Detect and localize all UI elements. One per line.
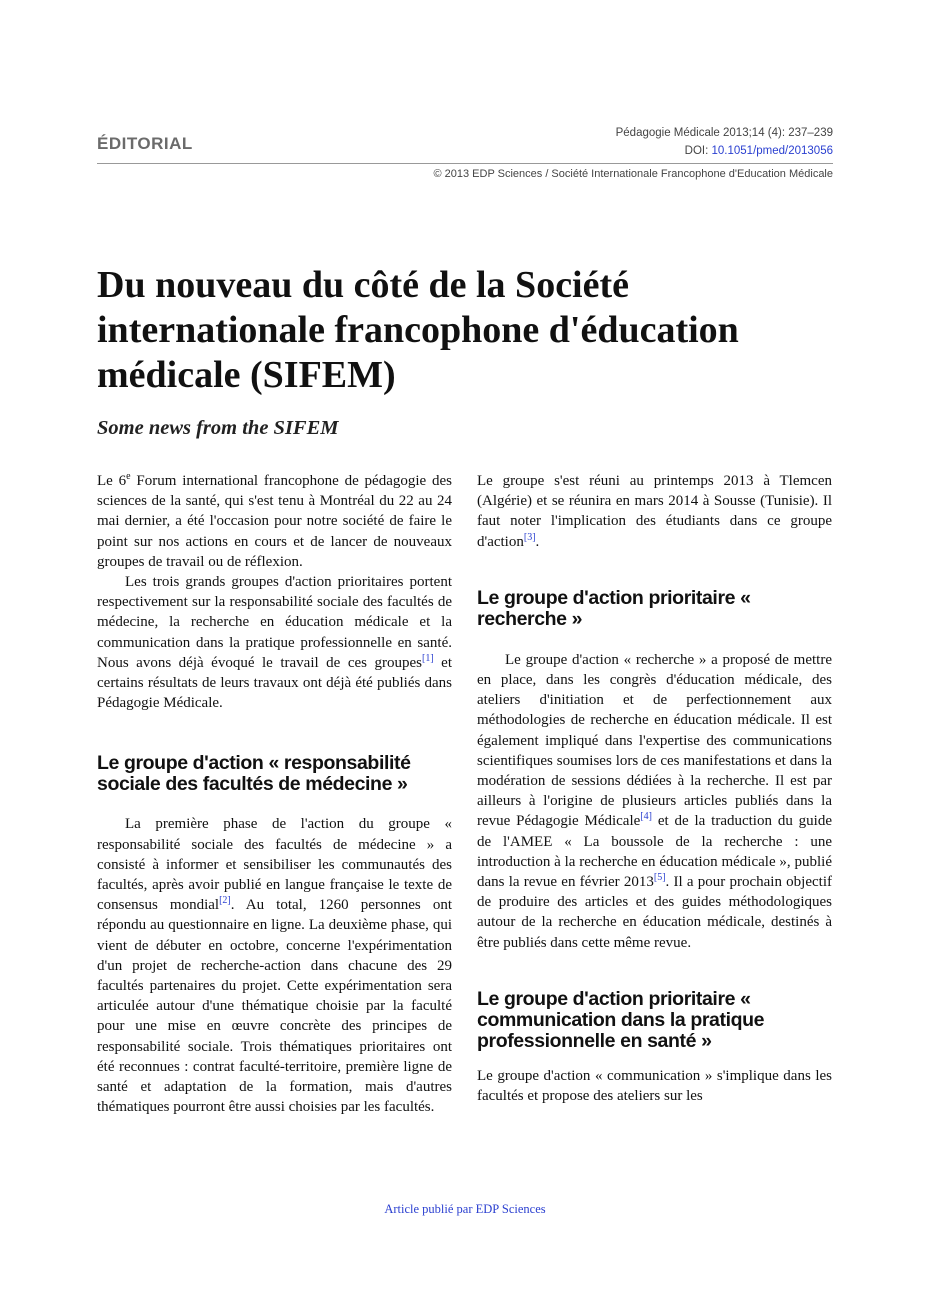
paragraph-groups [97,572,452,713]
reference-link-3[interactable]: [3] [523,531,536,543]
article-title: Du nouveau du côté de la Société internationale francophone d'éducation médicale (SIFEM) [97,264,739,396]
header-divider [97,163,833,164]
text: et de la traduction du guide de l'AMEE « La boussole de la recherche : une introduction à la recherche en éducation médicale », publié dans la revue en février 2013 [477,813,832,891]
section-label: ÉDITORIAL [97,134,193,153]
article-subtitle: Some news from the SIFEM [97,417,339,439]
publisher-footer-link[interactable]: Article publié par EDP Sciences [384,1202,546,1216]
doi-link[interactable]: 10.1051/pmed/2013056 [711,145,833,157]
text: Le 6 [97,473,127,489]
left-column [97,471,452,1117]
section-heading-social-responsibility: Le groupe d'action « responsabilité sociale des facultés de médecine » [97,752,411,796]
superscript: e [126,471,131,482]
text: Le groupe d'action « recherche » a proposé de mettre en place, dans les congrès d'éducation médicale, des ateliers d'initiation et de perfectionnement aux méthodologies de recherche en éducation médicale. Il est également impliqué dans l'expertise des communications scientifiques soumises lors de ces manifestations et dans la modération de sessions dédiées à la recherche. Il est par ailleurs à l'origine de plusieurs articles publiés dans la revue Pédagogie Médicale [477,651,832,830]
text: La première phase de l'action du groupe « responsabilité sociale des facultés de médecine » a consisté à informer et sensibiliser les communautés des facultés, après avoir publié en langue française le texte de consensus mondial [97,816,452,914]
paragraph-meetings [477,471,832,552]
reference-link-4[interactable]: [4] [640,811,652,823]
right-column [477,471,832,1106]
paragraph-intro [97,471,452,572]
doi-line [616,142,833,160]
text: et certains résultats de leurs travaux ont déjà été publiés dans Pédagogie Médicale. [97,654,453,712]
text: . [535,533,540,550]
text: Forum international francophone de pédagogie des sciences de la santé, qui s'est tenu à Montréal du 22 au 24 mai dernier, a été l'occasion pour notre société de faire le point sur nos actions en cours et de lancer de nouveaux groupes de travail ou de réflexion. [97,473,452,570]
paragraph-research [477,650,832,953]
text: . Il a pour prochain objectif de produire des articles et des guides méthodologiques autour de la recherche en éducation médicale, destinés à être publiés dans cette même revue. [477,874,832,951]
copyright-notice: © 2013 EDP Sciences / Société Internationale Francophone d'Education Médicale [433,168,833,180]
journal-info [616,124,833,160]
paragraph-social-responsibility [97,814,452,1117]
section-heading-communication: Le groupe d'action prioritaire « communication dans la pratique professionnelle en santé » [477,987,765,1052]
text: Le groupe s'est réuni au printemps 2013 à Tlemcen (Algérie) et se réunira en mars 2014 à Sousse (Tunisie). Il faut noter l'implication des étudiants dans ce groupe d'action [477,473,832,550]
reference-link-5[interactable]: [5] [653,872,666,884]
section-heading-research: Le groupe d'action prioritaire « recherche » [477,586,751,630]
reference-link-2[interactable]: [2] [219,895,231,907]
reference-link-1[interactable]: [1] [422,652,434,664]
paragraph-communication: Le groupe d'action « communication » s'implique dans les facultés et propose des ateliers sur les [477,1067,832,1105]
journal-citation: Pédagogie Médicale 2013;14 (4): 237–239 [615,127,833,139]
text: Les trois grands groupes d'action prioritaires portent respectivement sur la responsabilité sociale des facultés de médecine, la recherche en éducation médicale et la communication dans la pratique professionnelle en santé. Nous avons déjà évoqué le travail de ces groupes [97,574,452,671]
text: . Au total, 1260 personnes ont répondu au questionnaire en ligne. La deuxième phase, qui vient de débuter en octobre, concerne l'expérimentation d'un projet de recherche-action dans chacune des 29 facultés partenaires du projet. Cette expérimentation sera articulée autour d'une thématique choisie par la faculté pour une mise en œuvre concrète des principes de responsabilité sociale. Trois thématiques prioritaires ont été reconnues : contrat faculté-territoire, première ligne de santé et adaptation de la formation, mais d'autres thématiques pourront être aussi choisies par les facultés. [97,897,452,1116]
doi-label: DOI: [684,145,709,157]
